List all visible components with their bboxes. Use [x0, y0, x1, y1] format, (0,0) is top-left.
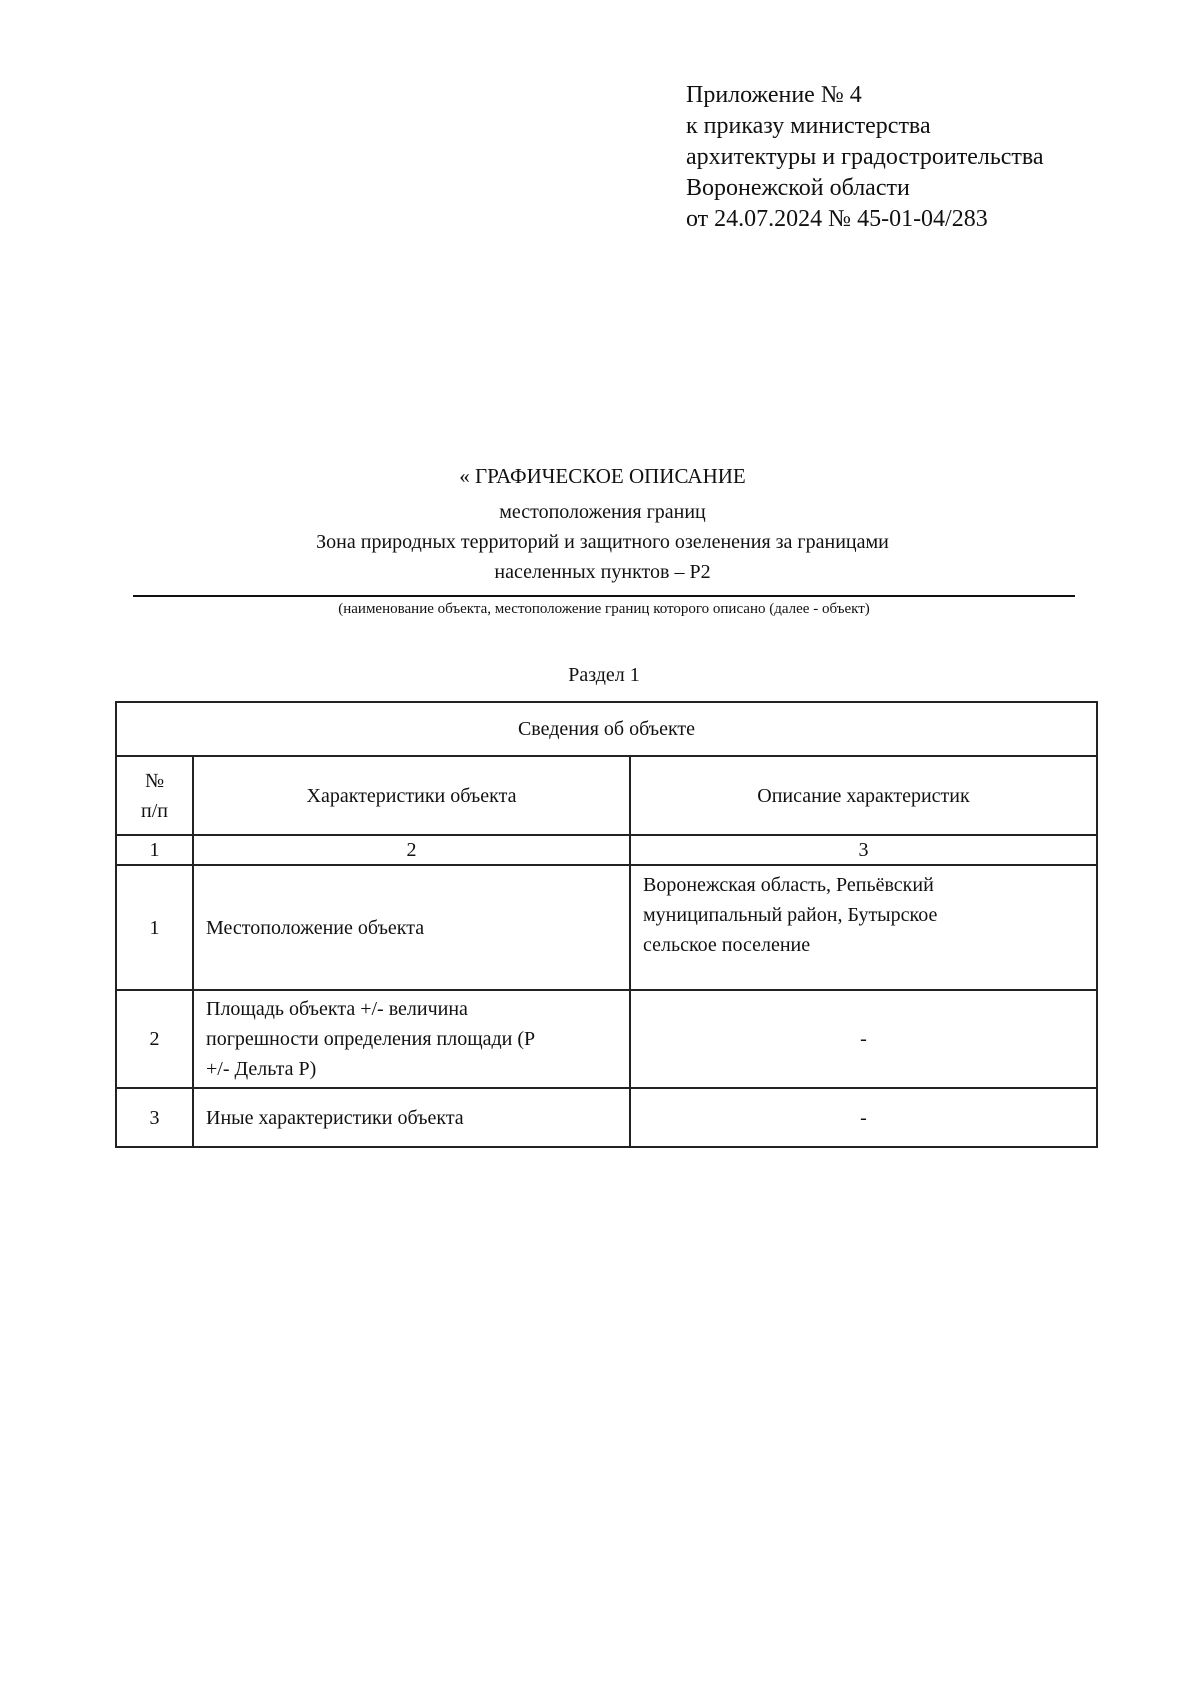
appendix-reference	[686, 80, 1044, 235]
row-description	[630, 865, 1097, 990]
header-number-abbr: п/п	[141, 799, 168, 822]
row-number: 2	[116, 990, 193, 1088]
row-characteristic-line: Площадь объекта +/- величина	[206, 998, 468, 1020]
row-characteristic: Местоположение объекта	[193, 865, 630, 990]
row-characteristic	[193, 990, 630, 1088]
table-caption: Сведения об объекте	[116, 702, 1097, 756]
object-name	[130, 497, 1075, 587]
row-characteristic-line: погрешности определения площади (Р	[206, 1028, 536, 1050]
row-number: 1	[116, 865, 193, 990]
header-description: Описание характеристик	[630, 756, 1097, 835]
appendix-number: Приложение № 4	[686, 82, 862, 108]
row-characteristic: Иные характеристики объекта	[193, 1088, 630, 1147]
appendix-ministry-line: архитектуры и градостроительства	[686, 144, 1044, 170]
row-description-line: муниципальный район, Бутырское	[643, 904, 938, 926]
object-info-table	[115, 701, 1098, 1148]
title-underline	[133, 595, 1075, 597]
row-description: -	[630, 990, 1097, 1088]
object-name-caption: (наименование объекта, местоположение границ которого описано (далее - объект)	[338, 601, 870, 617]
table-row	[116, 990, 1097, 1088]
row-description-line: сельское поселение	[643, 934, 811, 956]
row-number: 3	[116, 1088, 193, 1147]
table-row	[116, 865, 1097, 990]
row-characteristic-line: +/- Дельта Р)	[206, 1058, 317, 1080]
appendix-date-line: от 24.07.2024 № 45-01-04/283	[686, 206, 988, 232]
object-name-line-2: Зона природных территорий и защитного озеленения за границами	[316, 531, 889, 553]
table-header-row	[116, 756, 1097, 835]
document-title: « ГРАФИЧЕСКОЕ ОПИСАНИЕ	[459, 464, 746, 488]
header-characteristics: Характеристики объекта	[193, 756, 630, 835]
appendix-region-line: Воронежской области	[686, 175, 910, 201]
object-name-line-1: местоположения границ	[499, 501, 706, 523]
document-title-block	[130, 462, 1075, 587]
header-number-sign: №	[144, 769, 165, 792]
column-number-2: 2	[193, 835, 630, 865]
column-number-row	[116, 835, 1097, 865]
section-label: Раздел 1	[568, 664, 640, 686]
header-number	[116, 756, 193, 835]
column-number-1: 1	[116, 835, 193, 865]
row-description-line: Воронежская область, Репьёвский	[643, 874, 934, 896]
table-row	[116, 1088, 1097, 1147]
column-number-3: 3	[630, 835, 1097, 865]
table-caption-row	[116, 702, 1097, 756]
row-description: -	[630, 1088, 1097, 1147]
appendix-order-line: к приказу министерства	[686, 113, 931, 139]
object-name-line-3: населенных пунктов – Р2	[494, 561, 711, 583]
